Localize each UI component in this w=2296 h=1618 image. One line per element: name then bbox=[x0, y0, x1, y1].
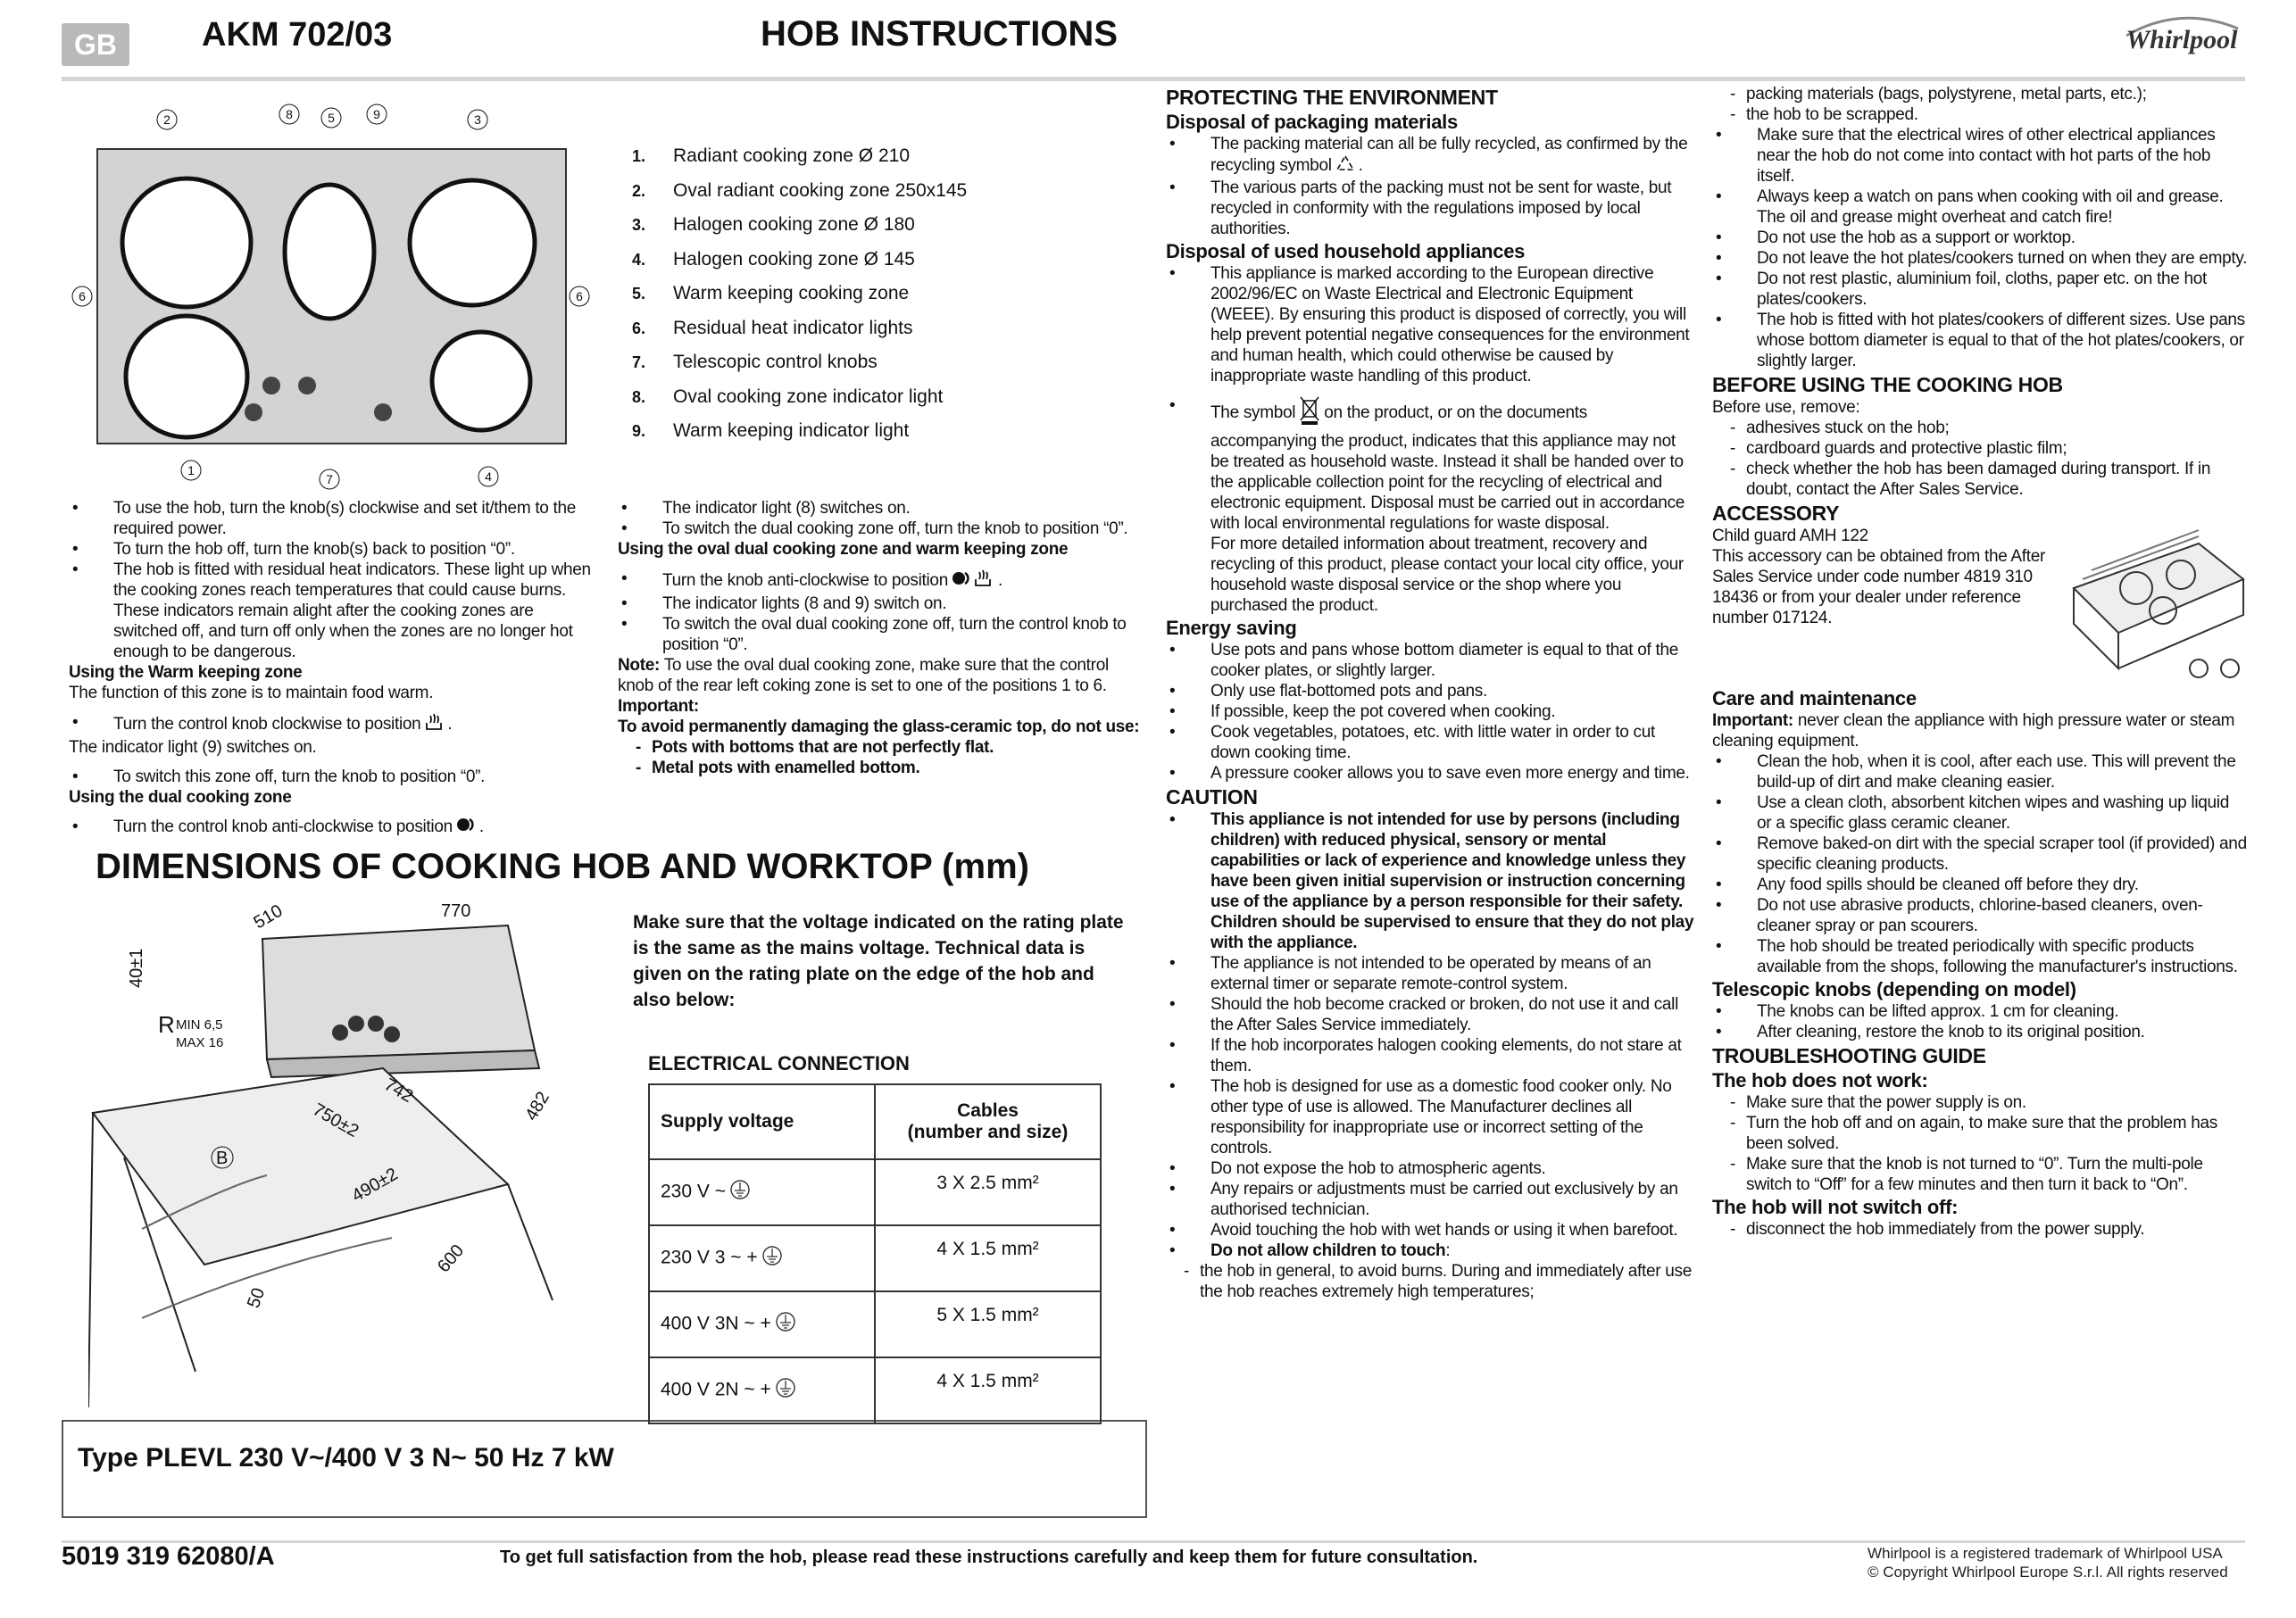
text: The hob will not switch off: bbox=[1712, 1196, 1959, 1218]
text: Using the Warm keeping zone bbox=[69, 663, 303, 682]
cables: 5 X 1.5 mm² bbox=[936, 1305, 1039, 1325]
type-rating-box bbox=[62, 1420, 1147, 1518]
svg-text:770: 770 bbox=[441, 901, 471, 921]
operating-instructions-left bbox=[69, 498, 595, 838]
supply-voltage-cell bbox=[649, 1291, 875, 1357]
text: Do not use the hob as a support or worktop. bbox=[1757, 228, 2076, 247]
dash-item bbox=[1712, 84, 2248, 104]
legend-label: Residual heat indicator lights bbox=[673, 317, 913, 338]
voltage-notice: Make sure that the voltage indicated on the rating plate is the same as the mains voltage. Technical data is given on the rating plate on the edge of the hob and also below: bbox=[633, 912, 1124, 1010]
text: PROTECTING THE ENVIRONMENT bbox=[1166, 86, 1498, 109]
legend-item bbox=[632, 414, 967, 449]
text: ACCESSORY bbox=[1712, 502, 1840, 525]
paragraph bbox=[69, 737, 595, 758]
text: Do not use abrasive products, chlorine-based cleaners, oven-cleaner spray or pan scourers. bbox=[1757, 896, 2203, 935]
bullet-item bbox=[1166, 1158, 1694, 1179]
svg-text:490±2: 490±2 bbox=[348, 1164, 402, 1207]
text: Should the hob become cracked or broken, do not use it and call the After Sales Service immediately. bbox=[1210, 995, 1679, 1034]
text: Pots with bottoms that are not perfectly flat. bbox=[652, 738, 994, 757]
text: . bbox=[1358, 156, 1363, 176]
dash-item bbox=[1712, 1113, 2248, 1154]
supply-voltage-cell bbox=[649, 1225, 875, 1291]
bullet-item bbox=[69, 498, 595, 539]
cables: 4 X 1.5 mm² bbox=[936, 1239, 1039, 1259]
text: Care and maintenance bbox=[1712, 687, 1917, 709]
bullet-item bbox=[1712, 187, 2248, 228]
lead-text: Important: bbox=[1712, 711, 1793, 730]
svg-text:R: R bbox=[158, 1011, 175, 1038]
legend-item bbox=[632, 208, 967, 243]
subheading bbox=[618, 696, 1144, 717]
text: Clean the hob, when it is cool, after each use. This will prevent the build-up of dirt and make cleaning easier. bbox=[1757, 752, 2236, 792]
text: Turn the control knob anti-clockwise to position bbox=[113, 817, 453, 837]
trademark-notice bbox=[1868, 1544, 2228, 1581]
legend-label: Warm keeping indicator light bbox=[673, 420, 910, 441]
subheading bbox=[1712, 1195, 2248, 1219]
svg-text:50: 50 bbox=[244, 1285, 270, 1311]
svg-text:482: 482 bbox=[521, 1088, 554, 1124]
dual-warm-icon bbox=[952, 568, 994, 593]
recycling-icon bbox=[1335, 154, 1355, 178]
paragraph bbox=[1712, 397, 2248, 418]
text: on the product, or on the documents accompanying the product, indicates that this appliance may not be treated as household waste. Instead it shall be handed over to the applicable collection point for the recycling of electrical and electronic equipment. Disposal must be carried out in accordance with local environmental regulations for waste disposal. bbox=[1210, 403, 1685, 533]
text: Using the dual cooking zone bbox=[69, 788, 292, 807]
legend-number: 5. bbox=[632, 285, 646, 303]
bullet-item bbox=[618, 593, 1144, 614]
svg-text:6: 6 bbox=[79, 289, 86, 303]
bullet-item bbox=[1166, 395, 1694, 534]
earth-icon bbox=[761, 1245, 783, 1272]
bullet-item bbox=[1166, 763, 1694, 784]
bullet-item bbox=[1166, 722, 1694, 763]
text: Use pots and pans whose bottom diameter is equal to that of the cooker plates, or slightly larger. bbox=[1210, 641, 1678, 680]
svg-text:7: 7 bbox=[326, 472, 333, 486]
dimensions-drawing bbox=[88, 890, 606, 1407]
text: cardboard guards and protective plastic film; bbox=[1746, 439, 2067, 458]
text: The hob is fitted with residual heat indicators. These light up when the cooking zones reach temperatures that could cause burns. These indicators remain alight after the cooking zones are switched off, and turn off only when the zones are no longer hot enough to be dangerous. bbox=[113, 560, 591, 661]
text: Any repairs or adjustments must be carried out exclusively by an authorised technician. bbox=[1210, 1180, 1678, 1219]
section-heading bbox=[1712, 502, 2248, 526]
bullet-item bbox=[1166, 1179, 1694, 1220]
legend-number: 4. bbox=[632, 250, 646, 269]
header-cables-sub: (number and size) bbox=[907, 1122, 1069, 1142]
text: Turn the control knob clockwise to position bbox=[113, 715, 421, 734]
bullet-item bbox=[1166, 640, 1694, 681]
cables-cell bbox=[875, 1225, 1101, 1291]
legend-number: 2. bbox=[632, 181, 646, 200]
text: Metal pots with enamelled bottom. bbox=[652, 759, 920, 777]
bullet-item bbox=[618, 519, 1144, 539]
text: After cleaning, restore the knob to its original position. bbox=[1757, 1023, 2145, 1041]
whirlpool-logo bbox=[2117, 9, 2247, 61]
bullet-item bbox=[1712, 895, 2248, 936]
svg-text:Whirlpool: Whirlpool bbox=[2125, 25, 2238, 54]
care-troubleshooting-section bbox=[1712, 686, 2248, 1240]
text: For more detailed information about treatment, recovery and recycling of this product, please contact your local city office, your household waste disposal service or the shop where you purchased the product. bbox=[1210, 535, 1684, 615]
text: Always keep a watch on pans when cooking with oil and grease. The oil and grease might overheat and catch fire! bbox=[1757, 187, 2224, 227]
safety-before-use-section bbox=[1712, 84, 2248, 526]
bullet-item bbox=[1166, 809, 1694, 953]
svg-text:40±1: 40±1 bbox=[127, 948, 146, 988]
legend-item bbox=[632, 380, 967, 415]
bullet-item bbox=[1166, 263, 1694, 386]
text: Turn the knob anti-clockwise to position bbox=[662, 571, 948, 591]
section-heading bbox=[1712, 373, 2248, 397]
svg-text:4: 4 bbox=[485, 469, 492, 484]
trademark-text: Whirlpool is a registered trademark of Whirlpool USA bbox=[1868, 1545, 2223, 1562]
bullet-item bbox=[1712, 834, 2248, 875]
dual-zone-icon bbox=[456, 817, 476, 838]
subheading bbox=[1712, 1068, 2248, 1092]
section-heading bbox=[1166, 785, 1694, 809]
text: The function of this zone is to maintain food warm. bbox=[69, 684, 434, 702]
subheading bbox=[1166, 110, 1694, 134]
subheading bbox=[1712, 977, 2248, 1001]
dash-item bbox=[1712, 438, 2248, 459]
spacer bbox=[69, 808, 595, 817]
bullet-item bbox=[1712, 751, 2248, 792]
legend-number: 1. bbox=[632, 147, 646, 165]
text: adhesives stuck on the hob; bbox=[1746, 419, 1950, 437]
spacer bbox=[1166, 386, 1694, 395]
bullet-item bbox=[1712, 1022, 2248, 1042]
text: Using the oval dual cooking zone and warm keeping zone bbox=[618, 540, 1069, 559]
earth-icon bbox=[729, 1179, 751, 1206]
bullet-item bbox=[1166, 953, 1694, 994]
header-cables bbox=[875, 1084, 1101, 1159]
crossed-bin-icon bbox=[1299, 395, 1320, 431]
cables-cell bbox=[875, 1159, 1101, 1225]
header-divider bbox=[62, 77, 2245, 81]
bullet-item bbox=[618, 614, 1144, 655]
text: To switch the oval dual cooking zone off, turn the control knob to position “0”. bbox=[662, 615, 1127, 654]
cables-cell bbox=[875, 1357, 1101, 1423]
bullet-item bbox=[1712, 792, 2248, 834]
electrical-connection-table bbox=[648, 1083, 1102, 1424]
legend-number: 3. bbox=[632, 216, 646, 234]
supply-voltage: 230 V ~ bbox=[661, 1181, 726, 1202]
svg-text:742: 742 bbox=[380, 1075, 417, 1108]
bullet-item bbox=[1166, 1076, 1694, 1158]
text: Before use, remove: bbox=[1712, 398, 1860, 417]
section-heading bbox=[1166, 86, 1694, 110]
bullet-item bbox=[69, 539, 595, 560]
lead-text: Note: bbox=[618, 656, 661, 675]
legend-label: Warm keeping cooking zone bbox=[673, 283, 910, 303]
subheading bbox=[1166, 239, 1694, 263]
text: The symbol bbox=[1210, 403, 1296, 423]
text: This appliance is marked according to the European directive 2002/96/EC on Waste Electrical and Electronic Equipment (WEEE). By ensuring this product is disposed of correctly, you will help prevent potential negative consequences for the environment and human health, which could otherwise be caused by inappropriate waste handling of this product. bbox=[1210, 264, 1690, 386]
text: This appliance is not intended for use by persons (including children) with reduced physical, sensory or mental capabilities or lack of experience and knowledge unless they have been given initial supervision or instruction concerning use of the appliance by a person responsible for their safety. Children should be supervised to ensure that they do not play with the appliance. bbox=[1210, 810, 1694, 952]
text: This accessory can be obtained from the After Sales Service under code number 4819 310 18436 or from your dealer under reference number 017124. bbox=[1712, 547, 2046, 627]
text: If possible, keep the pot covered when cooking. bbox=[1210, 702, 1556, 721]
svg-text:B: B bbox=[216, 1149, 229, 1168]
bullet-item bbox=[1166, 701, 1694, 722]
supply-voltage: 400 V 2N ~ + bbox=[661, 1379, 771, 1400]
text: Do not leave the hot plates/cookers turned on when they are empty. bbox=[1757, 249, 2248, 268]
part-number: 5019 319 62080/A bbox=[62, 1542, 275, 1571]
text: disconnect the hob immediately from the power supply. bbox=[1746, 1220, 2145, 1239]
bullet-item bbox=[618, 568, 1144, 593]
subheading bbox=[1712, 686, 2248, 710]
svg-text:MIN 6,5: MIN 6,5 bbox=[176, 1017, 223, 1033]
paragraph bbox=[69, 683, 595, 703]
cables: 3 X 2.5 mm² bbox=[936, 1173, 1039, 1193]
bullet-item bbox=[69, 817, 595, 838]
text: . bbox=[997, 571, 1002, 591]
text: To avoid permanently damaging the glass-ceramic top, do not use: bbox=[618, 718, 1140, 736]
text: The hob is designed for use as a domestic food cooker only. No other type of use is allowed. The Manufacturer declines all responsibility for inappropriate use or incorrect setting of the controls. bbox=[1210, 1077, 1672, 1157]
paragraph bbox=[618, 655, 1144, 696]
model-number: AKM 702/03 bbox=[202, 16, 393, 54]
environment-caution-column bbox=[1166, 84, 1694, 1302]
supply-voltage-cell bbox=[649, 1159, 875, 1225]
svg-text:750±2: 750±2 bbox=[309, 1099, 362, 1142]
safety-care-column bbox=[1712, 84, 2248, 1240]
dash-item bbox=[1166, 1261, 1694, 1302]
text: If the hob incorporates halogen cooking elements, do not stare at them. bbox=[1210, 1036, 1682, 1075]
spacer bbox=[618, 560, 1144, 568]
subheading bbox=[1166, 616, 1694, 640]
svg-text:9: 9 bbox=[373, 107, 380, 121]
text: To use the hob, turn the knob(s) clockwise and set it/them to the required power. bbox=[113, 499, 577, 538]
text: : bbox=[1445, 1241, 1451, 1260]
svg-text:3: 3 bbox=[474, 112, 481, 127]
text: . bbox=[478, 817, 484, 837]
operating-instructions bbox=[62, 498, 1148, 838]
legend-label: Oval cooking zone indicator light bbox=[673, 386, 944, 407]
bullet-item bbox=[1712, 1001, 2248, 1022]
dimensions-section bbox=[62, 888, 1148, 1420]
supply-voltage: 230 V 3 ~ + bbox=[661, 1247, 758, 1268]
subheading bbox=[618, 717, 1144, 737]
copyright-text: © Copyright Whirlpool Europe S.r.l. All rights reserved bbox=[1868, 1564, 2228, 1581]
text: The appliance is not intended to be operated by means of an external timer or separate remote-control system. bbox=[1210, 954, 1651, 993]
legend-item bbox=[632, 311, 967, 346]
text: The indicator light (8) switches on. bbox=[662, 499, 911, 518]
language-badge: GB bbox=[62, 23, 129, 66]
svg-text:MAX 16: MAX 16 bbox=[176, 1035, 224, 1050]
text: the hob in general, to avoid burns. During and immediately after use the hob reaches extremely high temperatures; bbox=[1200, 1262, 1692, 1301]
bullet-item bbox=[69, 767, 595, 787]
legend-item bbox=[632, 345, 967, 380]
header-supply-voltage: Supply voltage bbox=[649, 1084, 875, 1159]
text: Cook vegetables, potatoes, etc. with little water in order to cut down cooking time. bbox=[1210, 723, 1655, 762]
text: A pressure cooker allows you to save even more energy and time. bbox=[1210, 764, 1690, 783]
text: Any food spills should be cleaned off before they dry. bbox=[1757, 875, 2139, 894]
dash-item bbox=[1712, 1092, 2248, 1113]
text: Telescopic knobs (depending on model) bbox=[1712, 978, 2076, 1000]
bullet-item bbox=[69, 560, 595, 662]
text: Disposal of used household appliances bbox=[1166, 240, 1526, 262]
text: The various parts of the packing must not be sent for waste, but recycled in conformity with the regulations imposed by local authorities. bbox=[1210, 178, 1672, 238]
legend-label: Radiant cooking zone Ø 210 bbox=[673, 145, 911, 166]
section-heading bbox=[1712, 1044, 2248, 1068]
table-row bbox=[649, 1159, 1101, 1225]
text: Do not expose the hob to atmospheric agents. bbox=[1210, 1159, 1546, 1178]
text: The indicator lights (8 and 9) switch on. bbox=[662, 594, 947, 613]
zone-legend bbox=[632, 139, 967, 449]
bullet-item bbox=[1166, 1220, 1694, 1240]
bullet-item bbox=[1712, 310, 2248, 371]
text: Make sure that the electrical wires of other electrical appliances near the hob do not come into contact with hot parts of the hob itself. bbox=[1757, 126, 2216, 186]
hob-diagram bbox=[62, 100, 593, 493]
text: The packing material can all be fully recycled, as confirmed by the recycling symbol bbox=[1210, 135, 1688, 176]
supply-voltage-cell bbox=[649, 1357, 875, 1423]
legend-item bbox=[632, 139, 967, 174]
bullet-item bbox=[1166, 681, 1694, 701]
subheading bbox=[69, 662, 595, 683]
text: The knobs can be lifted approx. 1 cm for cleaning. bbox=[1757, 1002, 2119, 1021]
supply-voltage: 400 V 3N ~ + bbox=[661, 1313, 771, 1334]
cables: 4 X 1.5 mm² bbox=[936, 1371, 1039, 1391]
text: Important: bbox=[618, 697, 699, 716]
text: TROUBLESHOOTING GUIDE bbox=[1712, 1044, 1986, 1067]
header-cables-label: Cables bbox=[957, 1100, 1019, 1121]
text: The indicator light (9) switches on. bbox=[69, 738, 317, 757]
text: Avoid touching the hob with wet hands or using it when barefoot. bbox=[1210, 1221, 1678, 1240]
type-rating: Type PLEVL 230 V~/400 V 3 N~ 50 Hz 7 kW bbox=[78, 1443, 614, 1473]
text: To turn the hob off, turn the knob(s) back to position “0”. bbox=[113, 540, 515, 559]
text: The hob should be treated periodically with specific products available from the shops, following the manufacturer's instructions. bbox=[1757, 937, 2238, 976]
text: packing materials (bags, polystyrene, metal parts, etc.); bbox=[1746, 85, 2147, 104]
legend-item bbox=[632, 243, 967, 278]
spacer bbox=[69, 703, 595, 712]
paragraph bbox=[1712, 710, 2248, 751]
bullet-item bbox=[1712, 936, 2248, 977]
text: never clean the appliance with high pressure water or steam cleaning equipment. bbox=[1712, 711, 2235, 751]
earth-icon bbox=[775, 1311, 796, 1338]
text: Disposal of packaging materials bbox=[1166, 111, 1458, 133]
bullet-item bbox=[1712, 228, 2248, 248]
accessory-section bbox=[1712, 526, 2248, 686]
subheading bbox=[69, 787, 595, 808]
footer-message: To get full satisfaction from the hob, please read these instructions carefully and keep them for future consultation. bbox=[500, 1547, 1478, 1567]
legend-number: 9. bbox=[632, 422, 646, 440]
bullet-item bbox=[1166, 994, 1694, 1035]
bullet-item bbox=[1712, 875, 2248, 895]
text: Child guard AMH 122 bbox=[1712, 527, 1868, 545]
text: BEFORE USING THE COOKING HOB bbox=[1712, 373, 2063, 396]
text: Use a clean cloth, absorbent kitchen wipes and washing up liquid or a specific glass ceramic cleaner. bbox=[1757, 793, 2229, 833]
dash-item bbox=[618, 758, 1144, 778]
subheading bbox=[618, 539, 1144, 560]
svg-text:600: 600 bbox=[433, 1240, 469, 1277]
operating-instructions-right bbox=[618, 498, 1144, 838]
left-lower-region bbox=[62, 498, 1148, 1518]
text: Only use flat-bottomed pots and pans. bbox=[1210, 682, 1487, 701]
dimensions-title: DIMENSIONS OF COOKING HOB AND WORKTOP (mm) bbox=[96, 847, 1029, 886]
table-row bbox=[649, 1225, 1101, 1291]
text: The hob does not work: bbox=[1712, 1069, 1928, 1091]
dash-item bbox=[1712, 1154, 2248, 1195]
text: To switch this zone off, turn the knob to position “0”. bbox=[113, 768, 486, 786]
bullet-item bbox=[1166, 134, 1694, 178]
dash-item bbox=[1712, 459, 2248, 500]
text: check whether the hob has been damaged during transport. If in doubt, contact the After Sales Service. bbox=[1746, 460, 2211, 499]
earth-icon bbox=[775, 1377, 796, 1404]
svg-text:510: 510 bbox=[250, 900, 287, 933]
legend-number: 7. bbox=[632, 353, 646, 371]
electrical-connection-title: ELECTRICAL CONNECTION bbox=[648, 1052, 910, 1075]
legend-item bbox=[632, 277, 967, 311]
bullet-item bbox=[1166, 1240, 1694, 1261]
dash-item bbox=[1712, 1219, 2248, 1240]
legend-label: Halogen cooking zone Ø 180 bbox=[673, 214, 915, 235]
dash-item bbox=[1712, 104, 2248, 125]
svg-text:2: 2 bbox=[163, 112, 171, 127]
page-title: HOB INSTRUCTIONS bbox=[761, 14, 1118, 54]
svg-text:5: 5 bbox=[328, 111, 335, 125]
dash-item bbox=[1712, 418, 2248, 438]
table-row bbox=[649, 1357, 1101, 1423]
legend-label: Halogen cooking zone Ø 145 bbox=[673, 248, 915, 270]
table-row bbox=[649, 1291, 1101, 1357]
legend-label: Telescopic control knobs bbox=[673, 352, 878, 372]
text: the hob to be scrapped. bbox=[1746, 105, 1918, 124]
text: Energy saving bbox=[1166, 617, 1297, 639]
legend-number: 8. bbox=[632, 387, 646, 406]
bullet-item bbox=[69, 712, 595, 737]
legend-label: Oval radiant cooking zone 250x145 bbox=[673, 179, 968, 201]
text: Make sure that the power supply is on. bbox=[1746, 1093, 2026, 1112]
cables-cell bbox=[875, 1291, 1101, 1357]
bullet-item bbox=[1712, 125, 2248, 187]
text: To switch the dual cooking zone off, turn the knob to position “0”. bbox=[662, 519, 1128, 538]
text: Make sure that the knob is not turned to “0”. Turn the multi-pole switch to “Off” for a few minutes and then turn it back to “On”. bbox=[1746, 1155, 2203, 1194]
footer-divider bbox=[62, 1540, 2245, 1543]
dash-item bbox=[618, 737, 1144, 758]
legend-item bbox=[632, 174, 967, 209]
text: Turn the hob off and on again, to make sure that the problem has been solved. bbox=[1746, 1114, 2217, 1153]
svg-text:1: 1 bbox=[187, 463, 195, 477]
bullet-item bbox=[1166, 1035, 1694, 1076]
text: . bbox=[447, 715, 453, 734]
text: Do not rest plastic, aluminium foil, cloths, paper etc. on the hot plates/cookers. bbox=[1757, 270, 2208, 309]
bullet-item bbox=[1166, 178, 1694, 239]
legend-number: 6. bbox=[632, 319, 646, 337]
bullet-item bbox=[1712, 248, 2248, 269]
bullet-item bbox=[1712, 269, 2248, 310]
text: CAUTION bbox=[1166, 785, 1258, 809]
paragraph bbox=[1166, 534, 1694, 616]
svg-text:8: 8 bbox=[286, 107, 293, 121]
warm-keeping-icon bbox=[424, 712, 444, 737]
table-header-row bbox=[649, 1084, 1101, 1159]
lead-text: Do not allow children to touch bbox=[1210, 1241, 1446, 1260]
child-guard-image bbox=[2065, 526, 2248, 686]
spacer bbox=[69, 758, 595, 767]
text: Remove baked-on dirt with the special scraper tool (if provided) and specific cleaning products. bbox=[1757, 834, 2247, 874]
bullet-item bbox=[618, 498, 1144, 519]
text: The hob is fitted with hot plates/cookers of different sizes. Use pans whose bottom diameter is equal to that of the hot plates/cookers, or slightly larger. bbox=[1757, 311, 2245, 370]
text: To use the oval dual cooking zone, make sure that the control knob of the rear left coking zone is set to one of the positions 1 to 6. bbox=[618, 656, 1109, 695]
svg-text:6: 6 bbox=[576, 289, 583, 303]
